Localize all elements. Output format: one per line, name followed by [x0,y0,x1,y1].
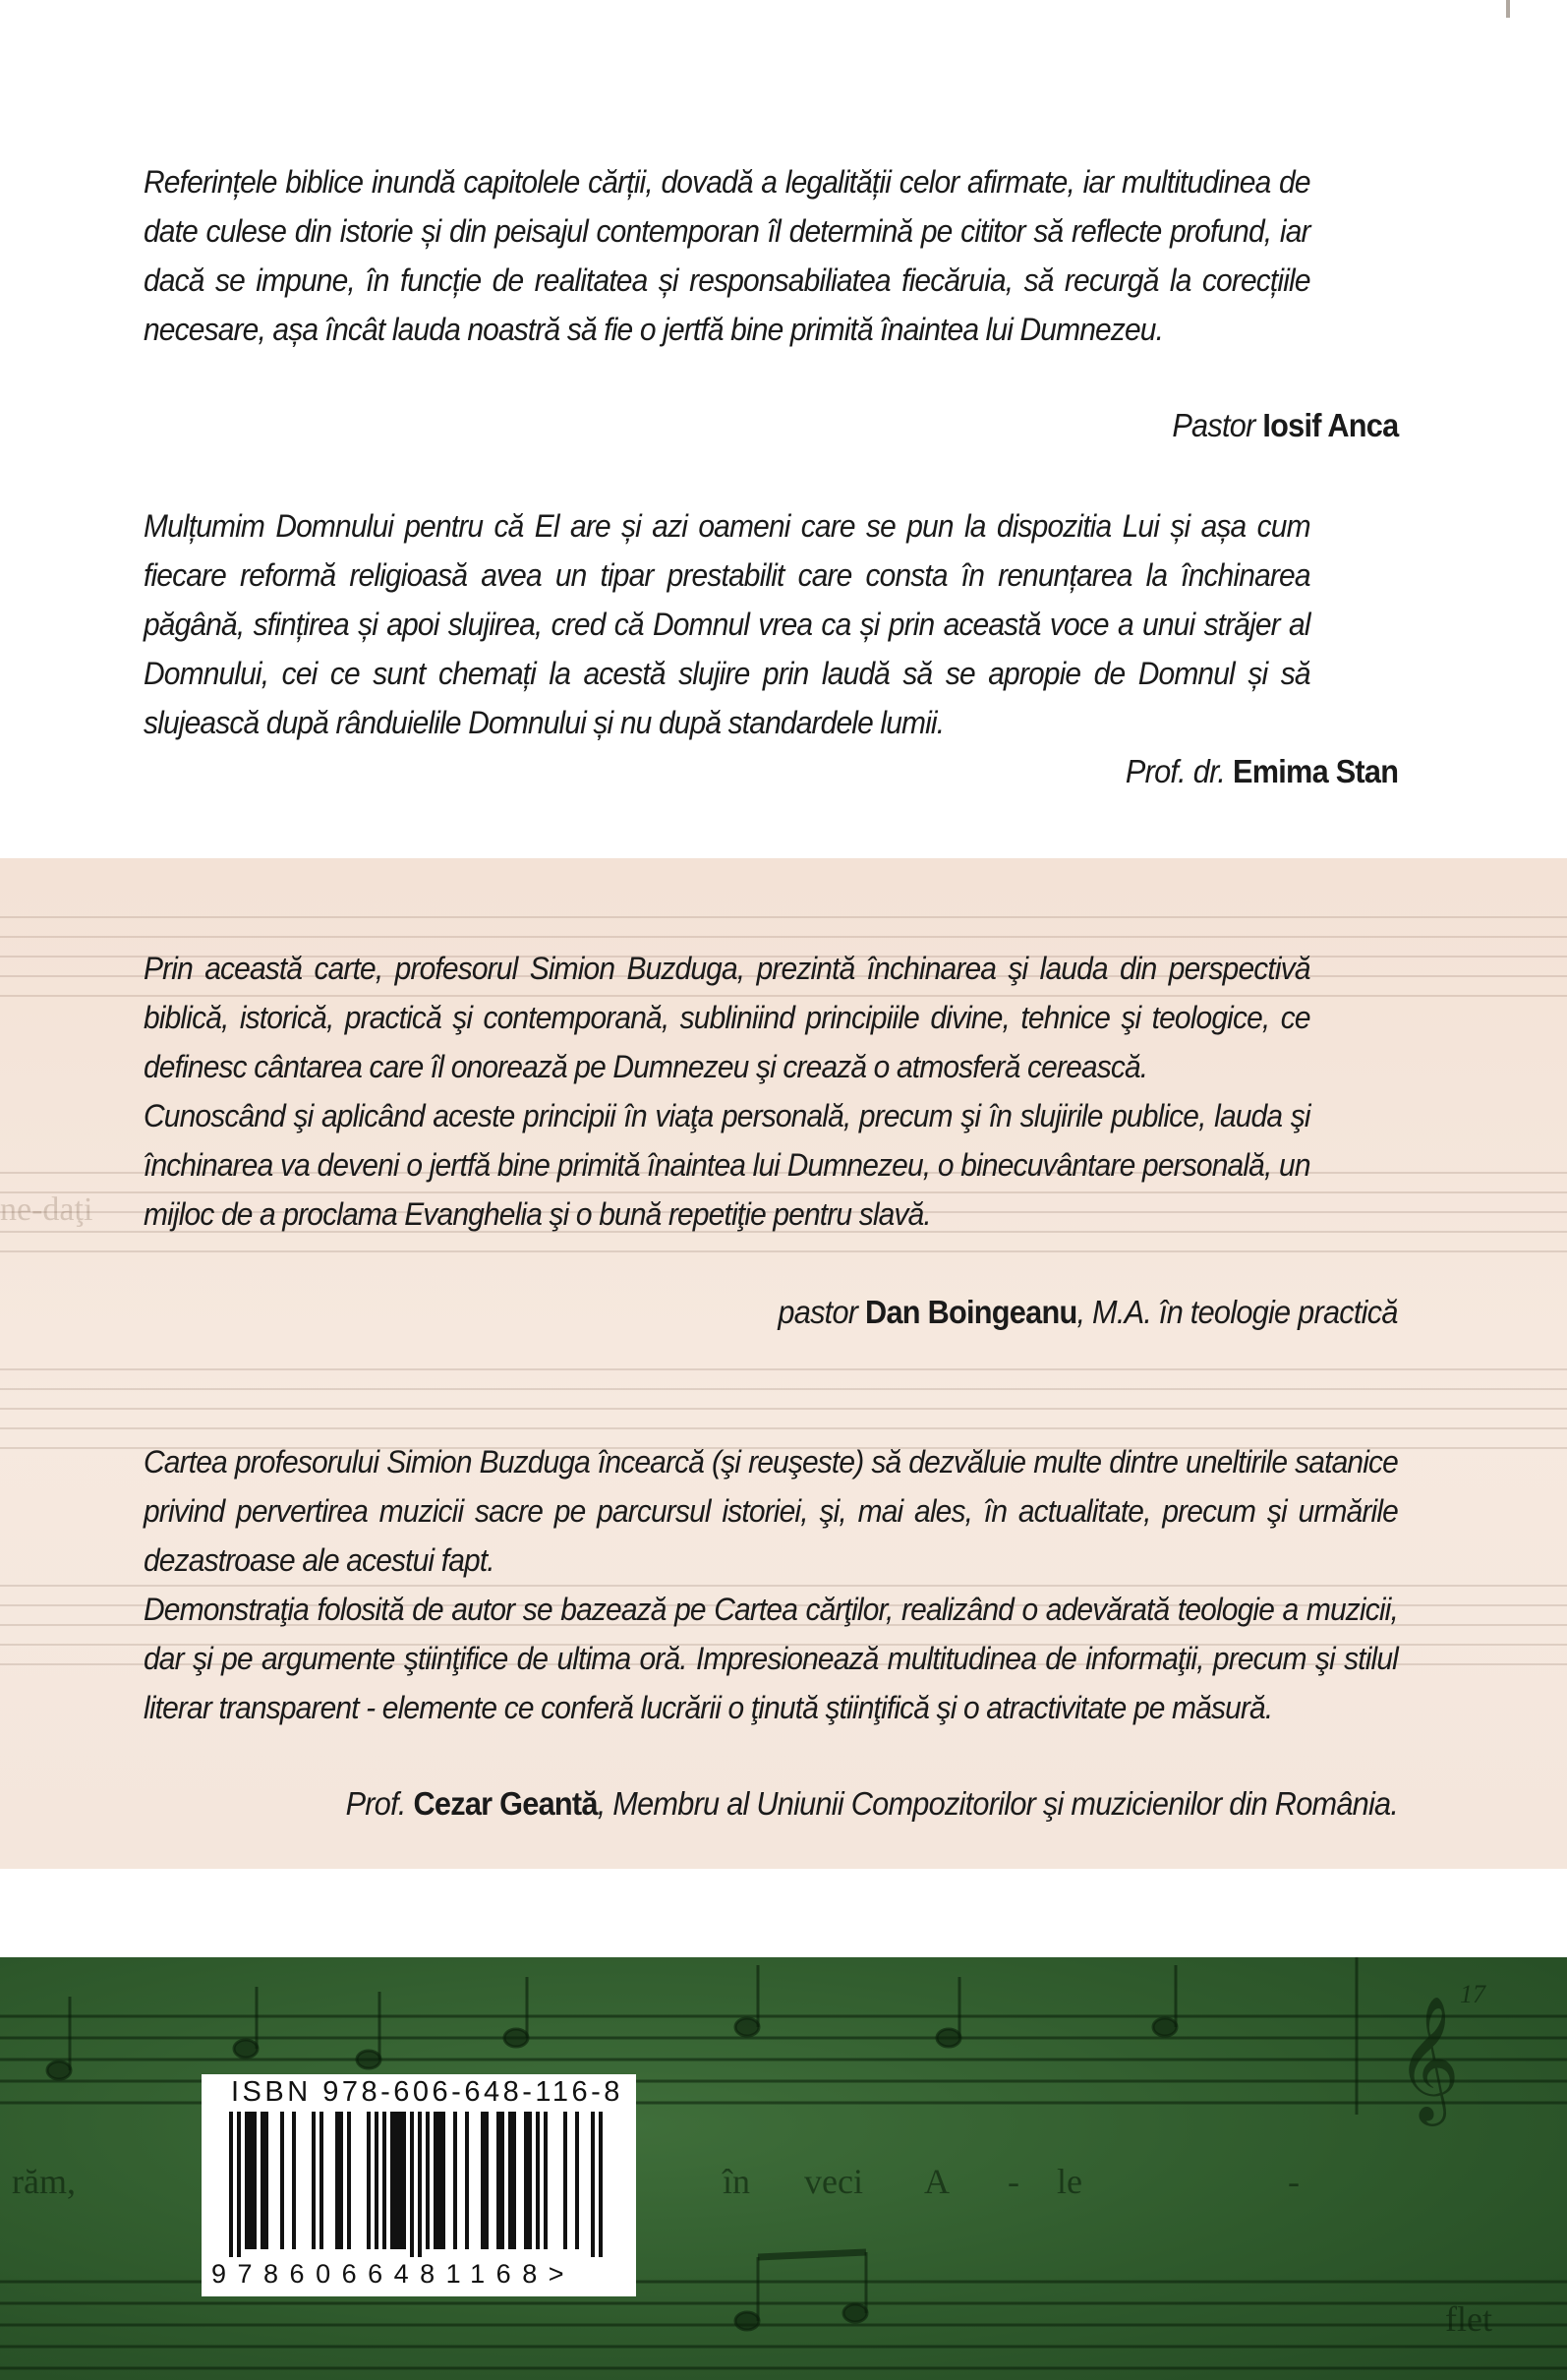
review-4-text [144,1437,1398,1732]
lyric-1: răm, [12,2162,76,2201]
review-3-paragraph-2: Cunoscând şi aplicând aceste principii în viaţa personală, precum şi în slujirile publice, lauda şi închinarea va deveni o jertfă bine primită înaintea lui Dumnezeu, o binecuvântare personală, un mijloc de a proclama Evanghelia şi o bună repetiţie pentru slavă. [144,1098,1310,1232]
barcode-bar [253,2112,257,2249]
barcode-bar [280,2112,284,2249]
barcode-bar [512,2112,516,2249]
barcode-bar [394,2112,398,2249]
barcode-bar [453,2112,457,2249]
review-4-paragraph-2: Demonstraţia folosită de autor se bazează pe Cartea cărţilor, realizând o adevărată teologie a muzicii, dar şi pe argumente ştiinţifice de ultima oră. Impresionează multitudinea de informaţii, precum şi stilul literar transparent - elemente ce conferă lucrării o ţinută ştiinţifică şi o atractivitate pe măsură. [144,1592,1398,1725]
lyric-7: - [1288,2162,1300,2201]
review-3-text [144,944,1310,1239]
barcode-bar [410,2112,414,2257]
barcode-bar [481,2112,485,2249]
barcode-bar [575,2112,579,2249]
barcode-bar [398,2112,402,2249]
barcode-bar [367,2112,371,2249]
barcode-bar [496,2112,500,2249]
review-1-author-prefix: Pastor [1171,407,1255,443]
barcode-bar [426,2112,430,2249]
barcode-bar [591,2112,595,2257]
barcode-bar [437,2112,441,2249]
barcode-bar [402,2112,406,2249]
barcode-digits [202,2259,636,2290]
barcode-bar [229,2112,233,2257]
review-4-author-suffix: , Membru al Uniunii Compozitorilor şi muzicienilor din România. [597,1785,1398,1822]
barcode-bar [599,2112,603,2257]
barcode-bar [261,2112,264,2249]
barcode-bar [434,2112,437,2249]
barcode-bar [500,2112,504,2249]
crop-mark [1506,0,1510,18]
isbn-label: ISBN 978-606-648-116-8 [231,2076,623,2108]
barcode-bar [375,2112,378,2249]
barcode-bar [390,2112,394,2249]
review-3-author-prefix: pastor [778,1294,858,1330]
barcode-bar [536,2112,540,2249]
barcode-bar [335,2112,339,2249]
review-4-signature [345,1781,1398,1827]
review-1-author-name: Iosif Anca [1261,407,1398,443]
lyric-2: în [723,2162,751,2201]
review-3-paragraph-1: Prin această carte, profesorul Simion Buzduga, prezintă închinarea şi lauda din perspectivă biblică, istorică, practică şi contemporană, subliniind principiile divine, tehnice şi teologice, ce definesc cântarea care îl onorează pe Dumnezeu şi crează o atmosferă cerească. [144,951,1310,1084]
barcode-digits-text: 9786066481168 [211,2259,549,2289]
barcode-bar [465,2112,469,2249]
review-4-author-prefix: Prof. [345,1785,406,1822]
review-3-author-name: Dan Boingeanu [865,1294,1077,1330]
barcode-bar [508,2112,512,2249]
barcode-bar [418,2112,422,2257]
barcode-bar [441,2112,445,2249]
review-2-author-prefix: Prof. dr. [1125,753,1225,789]
barcode-bar [237,2112,241,2257]
review-1-paragraph-1: Referințele biblice inundă capitolele cărții, dovadă a legalității celor afirmate, iar multitudinea de date culese din istorie și din peisajul contemporan îl determină pe cititor să reflecte profund, iar dacă se impune, în funcție de realitatea și responsabiliatea fiecăruia, să recurgă la corecțiile necesare, așa încât lauda noastră să fie o jertfă bine primită înaintea lui Dumnezeu. [144,164,1310,347]
barcode-bar [347,2112,351,2249]
barcode-bar [544,2112,548,2249]
review-4-author-name: Cezar Geantă [413,1785,598,1822]
review-1-text [144,157,1310,354]
barcode-arrow: > [548,2259,575,2289]
barcode-bar [249,2112,253,2249]
review-2-text [144,501,1310,747]
barcode-bar [312,2112,316,2249]
review-2-signature [1126,749,1398,794]
barcode-bar [528,2112,532,2249]
review-3-signature [779,1290,1398,1335]
lyric-6: le [1057,2162,1082,2201]
barcode-bar [264,2112,268,2249]
lyric-5: - [1008,2162,1019,2201]
barcode-bar [245,2112,249,2249]
treble-clef-icon: 𝄞 [1396,1995,1461,2120]
barcode-bar [382,2112,386,2249]
barcode-bar [524,2112,528,2249]
barcode-bar [485,2112,489,2249]
measure-number: 17 [1460,1980,1485,2008]
lyric-8: flet [1445,2299,1492,2339]
barcode-bar [563,2112,567,2249]
barcode-bars [202,2112,636,2257]
barcode-bar [339,2112,343,2249]
lyric-3: veci [804,2162,863,2201]
isbn-barcode [202,2074,636,2296]
barcode-bar [292,2112,296,2249]
review-4-paragraph-1: Cartea profesorului Simion Buzduga încearcă (şi reuşeste) să dezvăluie multe dintre uneltirile satanice privind pervertirea muzicii sacre pe parcursul istoriei, şi, mai ales, în actualitate, precum şi urmările dezastroase ale acestui fapt. [144,1444,1398,1578]
review-3-author-suffix: , M.A. în teologie practică [1076,1294,1398,1330]
barcode-bar [319,2112,323,2249]
lyric-4: A [924,2162,950,2201]
review-2-author-name: Emima Stan [1232,753,1398,789]
review-2-paragraph-1: Mulțumim Domnului pentru că El are și azi oameni care se pun la dispozitia Lui și așa cum fiecare reformă religioasă avea un tipar prestabilit care consta în renunțarea la închinarea păgână, sfințirea și apoi slujirea, cred că Domnul vrea ca și prin această voce a unui străjer al Domnului, cei ce sunt chemați la acestă slujire prin laudă să se apropie de Domnul și să slujească după rânduielile Domnului și nu după standardele lumii. [144,508,1310,740]
review-1-signature [1172,403,1398,448]
faint-lyric: ne-daţi [0,1191,93,1228]
